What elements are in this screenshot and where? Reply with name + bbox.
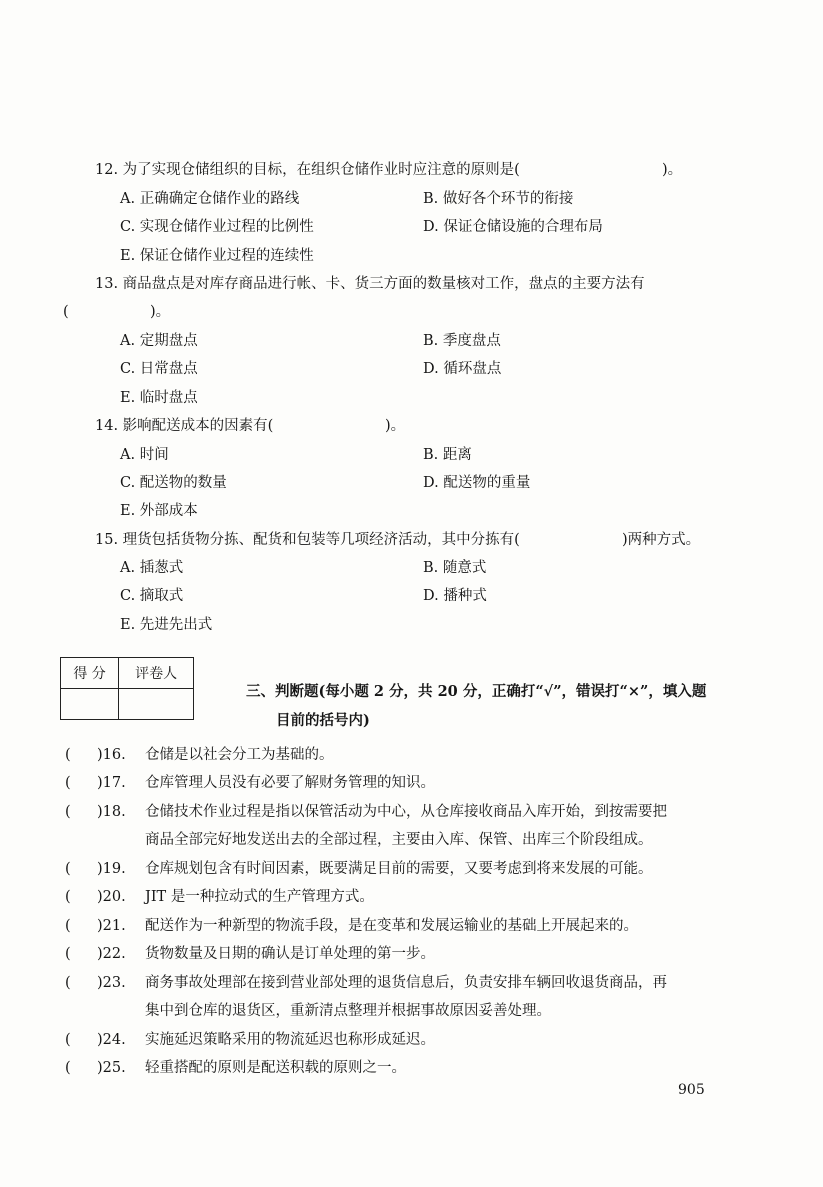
q13-open-paren: ( [63, 304, 69, 320]
answer-paren[interactable]: ( [65, 747, 71, 763]
section3-heading: 三、判断题(每小题 2 分，共 20 分，正确打“√”，错误打“×”，填入题 [246, 683, 707, 700]
score-header: 得 分 [61, 658, 119, 689]
tf-item-number: )22. [97, 946, 126, 962]
answer-paren[interactable]: ( [65, 918, 71, 934]
q15-option-a: A. 插葱式 [120, 560, 184, 576]
q15-option-b: B. 随意式 [423, 560, 487, 576]
grader-header: 评卷人 [119, 658, 194, 689]
tf-item-text: 商务事故处理部在接到营业部处理的退货信息后，负责安排车辆回收退货商品，再 [145, 975, 667, 991]
grader-cell [119, 689, 194, 720]
q12-option-a: A. 正确确定仓储作业的路线 [120, 191, 300, 207]
tf-item-text: 仓库规划包含有时间因素，既要满足目前的需要，又要考虑到将来发展的可能。 [145, 861, 653, 877]
tf-item-number: )25. [97, 1060, 126, 1076]
tf-item-number: )16. [97, 747, 126, 763]
tf-item-number: )19. [97, 861, 126, 877]
q12-option-d: D. 保证仓储设施的合理布局 [423, 219, 603, 235]
answer-paren[interactable]: ( [65, 775, 71, 791]
q12-option-c: C. 实现仓储作业过程的比例性 [120, 219, 314, 235]
q13-option-a: A. 定期盘点 [120, 333, 198, 349]
tf-item-text: JIT 是一种拉动式的生产管理方式。 [145, 889, 374, 905]
q14-option-c: C. 配送物的数量 [120, 475, 227, 491]
tf-item-text: 仓库管理人员没有必要了解财务管理的知识。 [145, 775, 435, 791]
q12-option-b: B. 做好各个环节的衔接 [423, 191, 574, 207]
q13-option-d: D. 循环盘点 [423, 361, 502, 377]
tf-item-text: 实施延迟策略采用的物流延迟也称形成延迟。 [145, 1032, 435, 1048]
answer-paren[interactable]: ( [65, 1032, 71, 1048]
q15-stem: 15. 理货包括货物分拣、配货和包装等几项经济活动，其中分拣有( [95, 532, 520, 548]
tf-item-number: )18. [97, 804, 126, 820]
tf-item-number: )23. [97, 975, 126, 991]
q13-option-c: C. 日常盘点 [120, 361, 198, 377]
q12-stem: 12. 为了实现仓储组织的目标，在组织仓储作业时应注意的原则是( [95, 162, 520, 178]
q13-close: )。 [150, 304, 171, 320]
q14-stem: 14. 影响配送成本的因素有( [95, 418, 274, 434]
q15-close: )两种方式。 [622, 532, 701, 548]
q14-close: )。 [385, 418, 406, 434]
tf-item-text: 货物数量及日期的确认是订单处理的第一步。 [145, 946, 435, 962]
tf-item-number: )20. [97, 889, 126, 905]
tf-item-text: 配送作为一种新型的物流手段，是在变革和发展运输业的基础上开展起来的。 [145, 918, 638, 934]
q13-option-e: E. 临时盘点 [120, 390, 198, 406]
answer-paren[interactable]: ( [65, 946, 71, 962]
answer-paren[interactable]: ( [65, 1060, 71, 1076]
q12-close: )。 [662, 162, 683, 178]
page-number: 905 [678, 1082, 705, 1098]
answer-paren[interactable]: ( [65, 861, 71, 877]
q14-option-e: E. 外部成本 [120, 503, 198, 519]
tf-item-text: 仓储技术作业过程是指以保管活动为中心，从仓库接收商品入库开始，到按需要把 [145, 804, 667, 820]
tf-item-text-cont: 商品全部完好地发送出去的全部过程，主要由入库、保管、出库三个阶段组成。 [145, 832, 653, 848]
q14-option-b: B. 距离 [423, 447, 472, 463]
q14-option-d: D. 配送物的重量 [423, 475, 531, 491]
answer-paren[interactable]: ( [65, 975, 71, 991]
q14-option-a: A. 时间 [120, 447, 169, 463]
answer-paren[interactable]: ( [65, 804, 71, 820]
tf-item-number: )24. [97, 1032, 126, 1048]
tf-item-text-cont: 集中到仓库的退货区，重新清点整理并根据事故原因妥善处理。 [145, 1003, 551, 1019]
score-cell [61, 689, 119, 720]
tf-item-number: )21. [97, 918, 126, 934]
q15-option-d: D. 播种式 [423, 588, 487, 604]
answer-paren[interactable]: ( [65, 889, 71, 905]
tf-item-text: 仓储是以社会分工为基础的。 [145, 747, 334, 763]
score-table [60, 657, 194, 720]
q15-option-e: E. 先进先出式 [120, 617, 213, 633]
q13-stem: 13. 商品盘点是对库存商品进行帐、卡、货三方面的数量核对工作，盘点的主要方法有 [95, 276, 645, 292]
tf-item-text: 轻重搭配的原则是配送积载的原则之一。 [145, 1060, 406, 1076]
q12-option-e: E. 保证仓储作业过程的连续性 [120, 248, 314, 264]
section3-heading-cont: 目前的括号内) [276, 712, 370, 729]
q13-option-b: B. 季度盘点 [423, 333, 501, 349]
q15-option-c: C. 摘取式 [120, 588, 184, 604]
tf-item-number: )17. [97, 775, 126, 791]
